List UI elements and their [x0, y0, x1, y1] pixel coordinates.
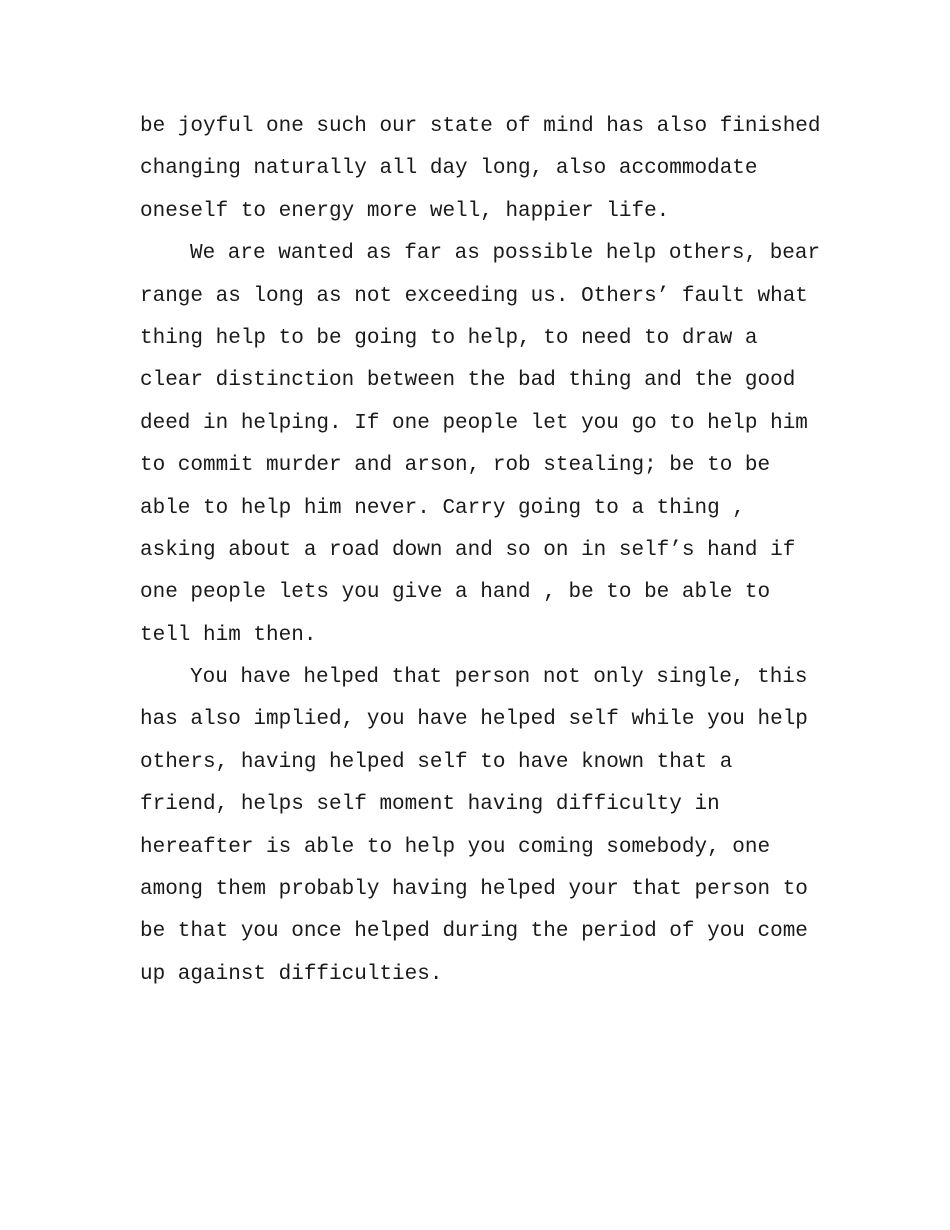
text-line: hereafter is able to help you coming somebody, one — [140, 835, 771, 859]
text-line: tell him then. — [140, 623, 317, 647]
text-line: thing help to be going to help, to need to draw a — [140, 326, 758, 350]
text-line: among them probably having helped your that person to — [140, 878, 808, 902]
paragraph-start-line: We are wanted as far as possible help others, bear — [190, 242, 821, 266]
text-line: be that you once helped during the period of you come — [140, 920, 808, 944]
text-line: asking about a road down and so on in self’s hand if — [140, 538, 796, 562]
text-line: to commit murder and arson, rob stealing; be to be — [140, 454, 771, 478]
text-line: clear distinction between the bad thing and the good — [140, 369, 796, 393]
text-line: be joyful one such our state of mind has also finished — [140, 115, 821, 138]
document-body — [140, 106, 820, 996]
text-line: changing naturally all day long, also accommodate — [140, 157, 758, 181]
text-line: able to help him never. Carry going to a thing , — [140, 496, 745, 520]
text-line: has also implied, you have helped self while you help — [140, 708, 808, 732]
text-line: one people lets you give a hand , be to be able to — [140, 581, 771, 605]
paragraph-start-line: You have helped that person not only single, this — [190, 666, 808, 690]
text-line: up against difficulties. — [140, 962, 443, 986]
text-line: others, having helped self to have known that a — [140, 750, 733, 774]
text-line: deed in helping. If one people let you go to help him — [140, 411, 808, 435]
text-line: oneself to energy more well, happier life. — [140, 199, 670, 223]
text-line: range as long as not exceeding us. Others’ fault what — [140, 284, 808, 308]
text-line: friend, helps self moment having difficulty in — [140, 793, 720, 817]
